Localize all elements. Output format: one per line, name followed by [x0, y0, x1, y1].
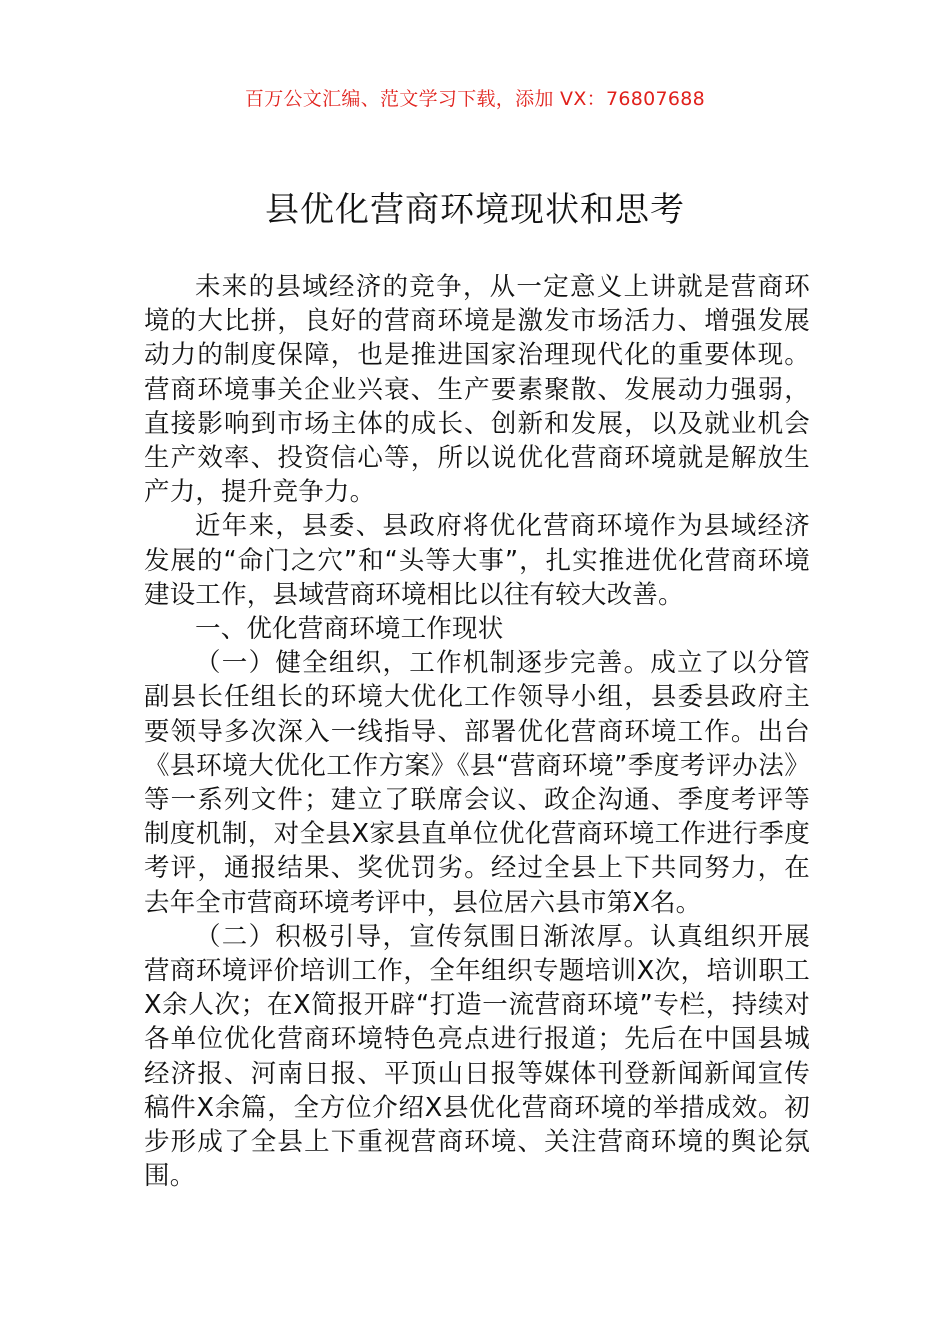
paragraph-recent-years: 近年来，县委、县政府将优化营商环境作为县域经济发展的“命门之穴”和“头等大事”，扎实推进优化营商环境建设工作，县域营商环境相比以往有较大改善。: [144, 511, 810, 610]
paragraph-organization: （一）健全组织，工作机制逐步完善。成立了以分管副县长任组长的环境大优化工作领导小组，县委县政府主要领导多次深入一线指导、部署优化营商环境工作。出台《县环境大优化工作方案》《县“营商环境”季度考评办法》等一系列文件；建立了联席会议、政企沟通、季度考评等制度机制，对全县X家县直单位优化营商环境工作进行季度考评，通报结果、奖优罚劣。经过全县上下共同努力，在去年全市营商环境考评中，县位居六县市第X名。: [144, 648, 810, 918]
document-title: 县优化营商环境现状和思考: [265, 190, 685, 230]
section-heading-status: 一、优化营商环境工作现状: [195, 614, 504, 645]
paragraph-intro: 未来的县域经济的竞争，从一定意义上讲就是营商环境的大比拼，良好的营商环境是激发市场活力、增强发展动力的制度保障，也是推进国家治理现代化的重要体现。营商环境事关企业兴衰、生产要素聚散、发展动力强弱，直接影响到市场主体的成长、创新和发展，以及就业机会生产效率、投资信心等，所以说优化营商环境就是解放生产力，提升竞争力。: [144, 272, 810, 508]
document-body: [144, 270, 810, 1193]
paragraph-publicity: （二）积极引导，宣传氛围日渐浓厚。认真组织开展营商环境评价培训工作，全年组织专题培训X次，培训职工X余人次；在X简报开辟“打造一流营商环境”专栏，持续对各单位优化营商环境特色亮点进行报道；先后在中国县城经济报、河南日报、平顶山日报等媒体刊登新闻新闻宣传稿件X余篇，全方位介绍X县优化营商环境的举措成效。初步形成了全县上下重视营商环境、关注营商环境的舆论氛围。: [144, 921, 810, 1192]
promo-header: 百万公文汇编、范文学习下载，添加 VX：76807688: [244, 88, 706, 110]
